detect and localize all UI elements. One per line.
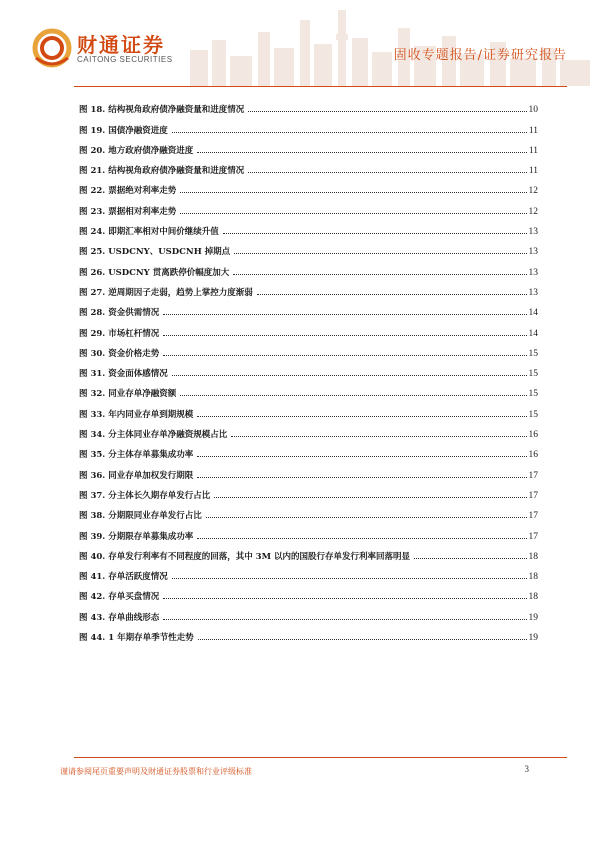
toc-entry-page: 18 — [528, 551, 538, 562]
toc-entry-label: 图 25. USDCNY、USDCNH 掉期点 — [79, 247, 231, 258]
toc-entry[interactable] — [79, 156, 538, 176]
toc-entry-page: 17 — [528, 470, 538, 481]
toc-entry-page: 14 — [528, 308, 538, 319]
toc-entry-page: 13 — [528, 287, 538, 298]
toc-entry-label: 图 32. 同业存单净融资额 — [79, 389, 177, 400]
toc-entry[interactable] — [79, 399, 538, 419]
toc-entry[interactable] — [79, 542, 538, 562]
toc-entry-page: 11 — [528, 166, 538, 177]
toc-entry-label: 图 23. 票据相对利率走势 — [79, 206, 177, 217]
toc-dot-leader — [214, 497, 526, 498]
toc-dot-leader — [180, 192, 526, 193]
toc-entry-page: 13 — [528, 247, 538, 258]
toc-dot-leader — [197, 152, 527, 153]
toc-dot-leader — [206, 517, 527, 518]
toc-entry-page: 19 — [528, 612, 538, 623]
toc-entry[interactable] — [79, 318, 538, 338]
toc-dot-leader — [163, 314, 526, 315]
toc-entry-page: 17 — [528, 490, 538, 501]
page-number: 3 — [524, 764, 529, 774]
toc-entry-page: 12 — [528, 206, 538, 217]
toc-entry-label: 图 43. 存单曲线形态 — [79, 612, 160, 623]
toc-entry[interactable] — [79, 460, 538, 480]
toc-entry[interactable] — [79, 237, 538, 257]
toc-dot-leader — [198, 639, 527, 640]
toc-entry-label: 图 30. 资金价格走势 — [79, 348, 160, 359]
header-divider — [74, 86, 567, 87]
toc-entry-label: 图 19. 国债净融资进度 — [79, 125, 168, 136]
toc-entry-label: 图 44. 1 年期存单季节性走势 — [79, 633, 194, 644]
toc-entry-label: 图 40. 存单发行利率有不同程度的回落，其中 3M 以内的国股行存单发行利率回落明显 — [79, 551, 410, 562]
toc-entry-page: 13 — [528, 227, 538, 238]
toc-entry-page: 15 — [528, 348, 538, 359]
toc-entry-label: 图 33. 年内同业存单到期规模 — [79, 409, 194, 420]
toc-entry[interactable] — [79, 257, 538, 277]
toc-entry-page: 17 — [528, 511, 538, 522]
toc-entry-label: 图 18. 结构视角政府债净融资量和进度情况 — [79, 105, 245, 116]
toc-entry-label: 图 42. 存单买盘情况 — [79, 592, 160, 603]
toc-entry[interactable] — [79, 359, 538, 379]
caitong-logo — [32, 28, 192, 68]
toc-entry[interactable] — [79, 339, 538, 359]
toc-entry-label: 图 31. 资金面体感情况 — [79, 369, 168, 380]
toc-entry[interactable] — [79, 501, 538, 521]
toc-dot-leader — [163, 335, 526, 336]
toc-entry-page: 18 — [528, 592, 538, 603]
toc-entry-label: 图 24. 即期汇率相对中间价继续升值 — [79, 227, 219, 238]
toc-entry[interactable] — [79, 521, 538, 541]
toc-dot-leader — [163, 355, 526, 356]
toc-entry-label: 图 39. 分期限存单募集成功率 — [79, 531, 194, 542]
toc-entry-page: 10 — [528, 105, 538, 116]
toc-entry-label: 图 35. 分主体存单募集成功率 — [79, 450, 194, 461]
toc-dot-leader — [180, 213, 526, 214]
toc-entry-page: 17 — [528, 531, 538, 542]
toc-dot-leader — [233, 274, 526, 275]
caitong-logo-icon — [32, 28, 72, 68]
toc-entry[interactable] — [79, 278, 538, 298]
toc-entry-label: 图 41. 存单活跃度情况 — [79, 572, 168, 583]
toc-entry[interactable] — [79, 440, 538, 460]
toc-entry-page: 13 — [528, 267, 538, 278]
toc-entry-page: 19 — [528, 633, 538, 644]
toc-dot-leader — [163, 598, 526, 599]
toc-entry-page: 12 — [528, 186, 538, 197]
report-type: 固收专题报告/证券研究报告 — [393, 48, 567, 63]
toc-dot-leader — [231, 436, 526, 437]
toc-dot-leader — [163, 619, 526, 620]
toc-entry-page: 14 — [528, 328, 538, 339]
toc-entry[interactable] — [79, 217, 538, 237]
toc-entry[interactable] — [79, 623, 538, 643]
toc-entry-page: 18 — [528, 572, 538, 583]
toc-dot-leader — [234, 253, 526, 254]
toc-entry[interactable] — [79, 582, 538, 602]
toc-entry-label: 图 34. 分主体同业存单净融资规模占比 — [79, 430, 228, 441]
toc-dot-leader — [180, 395, 526, 396]
figure-list — [79, 95, 538, 643]
toc-entry[interactable] — [79, 298, 538, 318]
footer-divider — [74, 757, 567, 758]
toc-dot-leader — [197, 538, 526, 539]
toc-entry[interactable] — [79, 602, 538, 622]
toc-entry-label: 图 27. 逆周期因子走弱，趋势上掌控力度渐弱 — [79, 287, 253, 298]
toc-entry[interactable] — [79, 95, 538, 115]
toc-entry-page: 11 — [528, 145, 538, 156]
toc-entry-page: 16 — [528, 430, 538, 441]
city-skyline-watermark — [150, 0, 595, 86]
toc-dot-leader — [414, 558, 527, 559]
toc-entry[interactable] — [79, 481, 538, 501]
toc-dot-leader — [257, 294, 527, 295]
logo-english-text: CAITONG SECURITIES — [77, 55, 173, 64]
toc-dot-leader — [172, 578, 527, 579]
toc-dot-leader — [248, 111, 526, 112]
toc-entry-label: 图 37. 分主体长久期存单发行占比 — [79, 490, 211, 501]
toc-entry-page: 11 — [528, 125, 538, 136]
toc-entry-label: 图 22. 票据绝对利率走势 — [79, 186, 177, 197]
toc-dot-leader — [248, 172, 527, 173]
toc-dot-leader — [197, 416, 526, 417]
toc-entry[interactable] — [79, 379, 538, 399]
footer-disclaimer: 谨请参阅尾页重要声明及财通证券股票和行业评级标准 — [60, 767, 252, 776]
toc-entry-label: 图 26. USDCNY 贯离跌停价幅度加大 — [79, 267, 230, 278]
toc-entry-label: 图 29. 市场杠杆情况 — [79, 328, 160, 339]
toc-entry-label: 图 20. 地方政府债净融资进度 — [79, 145, 194, 156]
toc-entry[interactable] — [79, 136, 538, 156]
toc-entry-label: 图 38. 分期限同业存单发行占比 — [79, 511, 202, 522]
toc-entry[interactable] — [79, 196, 538, 216]
toc-entry[interactable] — [79, 562, 538, 582]
toc-dot-leader — [197, 477, 526, 478]
toc-entry[interactable] — [79, 176, 538, 196]
toc-entry-label: 图 36. 同业存单加权发行期限 — [79, 470, 194, 481]
toc-entry-page: 16 — [528, 450, 538, 461]
toc-entry[interactable] — [79, 115, 538, 135]
toc-entry-page: 15 — [528, 409, 538, 420]
toc-entry[interactable] — [79, 420, 538, 440]
toc-dot-leader — [172, 375, 527, 376]
toc-dot-leader — [223, 233, 527, 234]
toc-dot-leader — [172, 132, 527, 133]
page-header — [0, 0, 595, 90]
toc-entry-page: 15 — [528, 389, 538, 400]
logo-chinese-text: 财通证券 — [77, 33, 165, 57]
toc-entry-label: 图 21. 结构视角政府债净融资量和进度情况 — [79, 166, 245, 177]
toc-entry-label: 图 28. 资金供需情况 — [79, 308, 160, 319]
toc-entry-page: 15 — [528, 369, 538, 380]
toc-dot-leader — [197, 456, 526, 457]
